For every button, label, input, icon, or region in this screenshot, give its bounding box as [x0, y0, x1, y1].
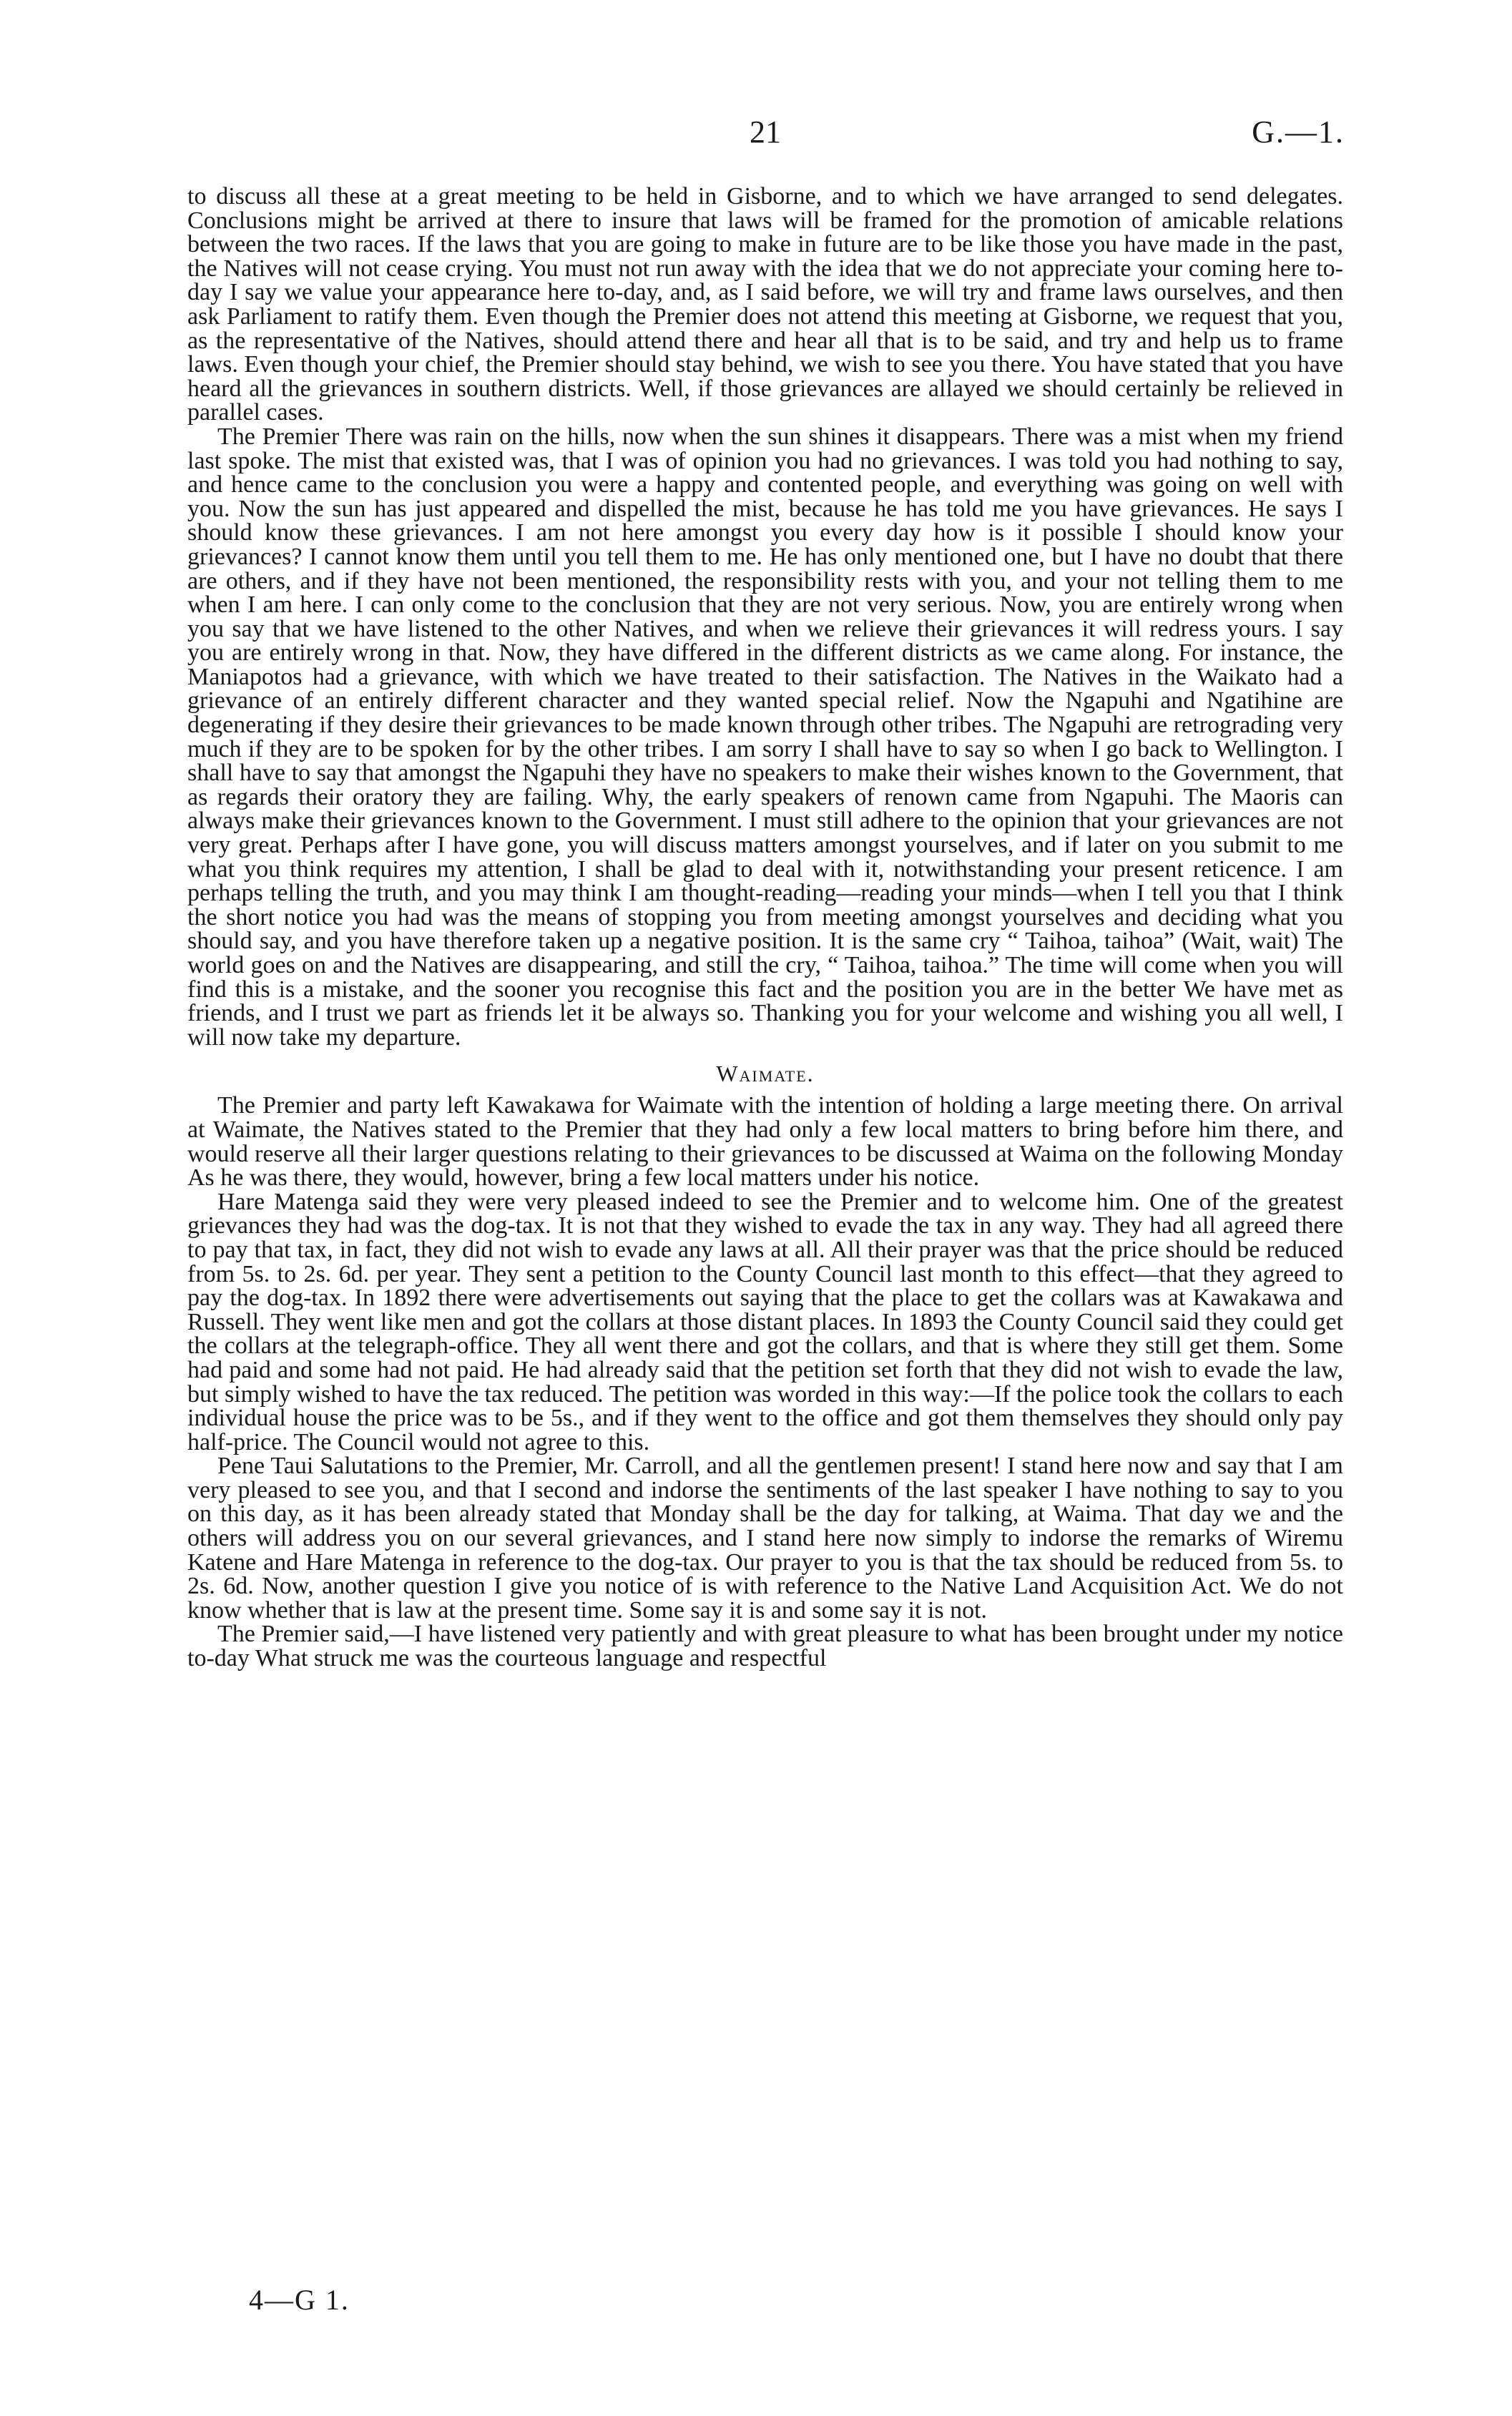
paragraph: Hare Matenga said they were very pleased indeed to see the Premier and to welcome him. One of the greatest grievances they had was the dog-tax. It is not that they wished to evade the tax in any way. They had all agreed there to pay that tax, in fact, they did not wish to evade any laws at all. All their prayer was that the price should be reduced from 5s. to 2s. 6d. per year. They sent a petition to the County Council last month to this effect—that they agreed to pay the dog-tax. In 1892 there were advertisements out saying that the place to get the collars was at Kawakawa and Russell. They went like men and got the collars at those distant places. In 1893 the County Council said they could get the collars at the telegraph-office. They all went there and got the collars, and that is where they still get them. Some had paid and some had not paid. He had already said that the petition set forth that they did not wish to evade the law, but simply wished to have the tax reduced. The petition was worded in this way:—If the police took the collars to each individual house the price was to be 5s., and if they went to the office and got them themselves they should only pay half-price. The Council would not agree to this.: [187, 1188, 1343, 1455]
paragraph: The Premier said,—I have listened very patiently and with great pleasure to what has been brought under my notice to-day What struck me was the courteous language and respectful: [187, 1621, 1343, 1672]
paragraph: The Premier There was rain on the hills, now when the sun shines it disappears. There was a mist when my friend last spoke. The mist that existed was, that I was of opinion you had no grievances. I was told you had nothing to say, and hence came to the conclusion you were a happy and contented people, and everything was going on well with you. Now the sun has just appeared and dispelled the mist, because he has told me you have grievances. He says I should know these grievances. I am not here amongst you every day how is it possible I should know your grievances? I cannot know them until you tell them to me. He has only mentioned one, but I have no doubt that there are others, and if they have not been mentioned, the responsibility rests with you, and your not telling them to me when I am here. I can only come to the conclusion that they are not very serious. Now, you are entirely wrong when you say that we have listened to the other Natives, and when we relieve their grievances it will redress yours. I say you are entirely wrong in that. Now, they have differed in the different districts as we came along. For instance, the Maniapotos had a grievance, with which we have treated to their satisfaction. The Natives in the Waikato had a grievance of an entirely different character and they wanted special relief. Now the Ngapuhi and Ngatihine are degenerating if they desire their grievances to be made known through other tribes. The Ngapuhi are retrograding very much if they are to be spoken for by the other tribes. I am sorry I shall have to say so when I go back to Wellington. I shall have to say that amongst the Ngapuhi they have no speakers to make their wishes known to the Government, that as regards their oratory they are failing. Why, the early speakers of renown came from Ngapuhi. The Maoris can always make their grievances known to the Government. I must still adhere to the opinion that your grievances are not very great. Perhaps after I have gone, you will discuss matters amongst yourselves, and if later on you submit to me what you think requires my attention, I shall be glad to deal with it, notwithstanding your present reticence. I am perhaps telling the truth, and you may think I am thought-reading—reading your minds—when I tell you that I think the short notice you had was the means of stopping you from meeting amongst yourselves and deciding what you should say, and you have therefore taken up a negative position. It is the same cry “ Taihoa, taihoa” (Wait, wait) The world goes on and the Natives are disappearing, and still the cry, “ Taihoa, taihoa.” The time will come when you will find this is a mistake, and the sooner you recognise this fact and the position you are in the better We have met as friends, and I trust we part as friends let it be always so. Thanking you for your welcome and wishing you all well, I will now take my departure.: [187, 423, 1343, 1051]
paragraph: The Premier and party left Kawakawa for Waimate with the intention of holding a large meeting there. On arrival at Waimate, the Natives stated to the Premier that they had only a few local matters to bring before him there, and would reserve all their larger questions relating to their grievances to be discussed at Waima on the following Monday As he was there, they would, however, bring a few local matters under his notice.: [187, 1092, 1343, 1192]
document-reference: G.—1.: [1252, 114, 1345, 149]
page-number: 21: [750, 114, 781, 149]
body-text: [187, 185, 1343, 1671]
section-heading: Waimate.: [716, 1061, 815, 1087]
page-header: [186, 107, 1345, 157]
signature-mark: 4—G 1.: [249, 2284, 350, 2316]
paragraph: to discuss all these at a great meeting to be held in Gisborne, and to which we have arranged to send delegates. Conclusions might be arrived at there to insure that laws will be framed for the promotion of amicable relations between the two races. If the laws that you are going to make in future are to be like those you have made in the past, the Natives will not cease crying. You must not run away with the idea that we do not appreciate your coming here to-day I say we value your appearance here to-day, and, as I said before, we will try and frame laws ourselves, and then ask Parliament to ratify them. Even though the Premier does not attend this meeting at Gisborne, we request that you, as the representative of the Natives, should attend there and hear all that is to be said, and try and help us to frame laws. Even though your chief, the Premier should stay behind, we wish to see you there. You have stated that you have heard all the grievances in southern districts. Well, if those grievances are allayed we should certainly be relieved in parallel cases.: [187, 183, 1343, 426]
paragraph: Pene Taui Salutations to the Premier, Mr. Carroll, and all the gentlemen present! I stand here now and say that I am very pleased to see you, and that I second and indorse the sentiments of the last speaker I have nothing to say to you on this day, as it has been already stated that Monday shall be the day for talking, at Waima. That day we and the others will address you on our several grievances, and I stand here now simply to indorse the remarks of Wiremu Katene and Hare Matenga in reference to the dog-tax. Our prayer to you is that the tax should be reduced from 5s. to 2s. 6d. Now, another question I give you notice of is with reference to the Native Land Acquisition Act. We do not know whether that is law at the present time. Some say it is and some say it is not.: [187, 1453, 1343, 1624]
